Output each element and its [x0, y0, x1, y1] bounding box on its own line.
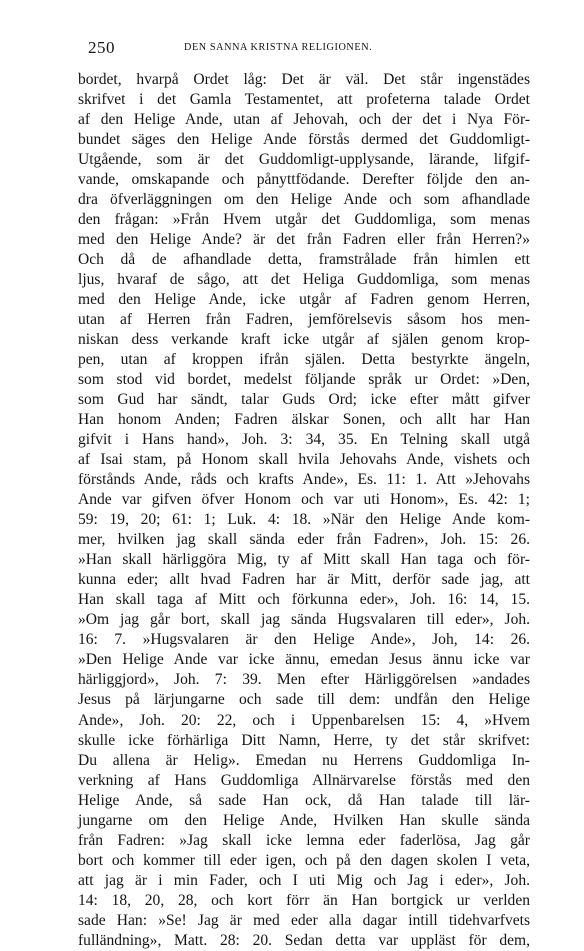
page-number: 250 — [88, 38, 115, 57]
text-line: med den Helige Ande? är det från Fadren eller från Herren?» — [78, 231, 530, 249]
text-line: bort och kommer till eder igen, och på den dagen skolen I veta, — [78, 851, 530, 869]
text-line: pen, utan af kroppen ifrån själen. Detta bestyrkte ängeln, — [78, 351, 530, 369]
text-line: kunna eder; allt hvad Fadren har är Mitt, derför sade jag, att — [78, 571, 530, 589]
text-line: som stod vid bordet, medelst följande språk ur Ordet: »Den, — [78, 371, 530, 389]
page-header — [78, 38, 530, 64]
text-line: som Gud har sändt, talar Guds Ord; icke efter mått gifver — [78, 391, 530, 409]
text-line: »Han skall härliggöra Mig, ty af Mitt skall Han taga och för- — [78, 551, 530, 569]
text-line: niskan dess verkande kraft icke utgår af själen genom krop- — [78, 331, 530, 349]
text-line: skrifvet i det Gamla Testamentet, att profeterna talade Ordet — [78, 91, 530, 109]
text-line: »Om jag går bort, skall jag sända Hugsvalaren till eder», Joh. — [78, 611, 530, 629]
text-line: bundet säges den Helige Ande förstås dermed det Guddomligt- — [78, 131, 530, 149]
text-line: vande, omskapande och pånyttfödande. Derefter följde den an- — [78, 171, 530, 189]
text-line: Han skall taga af Mitt och förkunna eder», Joh. 16: 14, 15. — [78, 591, 530, 609]
text-line: »Den Helige Ande var icke ännu, emedan Jesus ännu icke var — [78, 651, 530, 669]
text-line: verkning af Hans Guddomliga Allnärvarelse förstås med den — [78, 771, 530, 789]
body-text — [78, 70, 530, 951]
text-line: med den Helige Ande, icke utgår af Fadren genom Herren, — [78, 291, 530, 309]
text-line: jungarne om den Helige Ande, Hvilken Han skulle sända — [78, 811, 530, 829]
text-line: gifvit i Hans hand», Joh. 3: 34, 35. En Telning skall utgå — [78, 431, 530, 449]
text-line: 59: 19, 20; 61: 1; Luk. 4: 18. »När den Helige Ande kom- — [78, 511, 530, 529]
text-line: af Isai stam, på Honom skall hvila Jehovahs Ande, vishets och — [78, 451, 530, 469]
text-line: sade Han: »Se! Jag är med eder alla dagar intill tidehvarfvets — [78, 911, 530, 929]
text-line: skulle icke förhärliga Ditt Namn, Herre, ty det står skrifvet: — [78, 731, 530, 749]
text-line: Du allena är Helig». Emedan nu Herrens Guddomliga In- — [78, 751, 530, 769]
text-line: Ande var gifven öfver Honom och var uti Honom», Es. 42: 1; — [78, 491, 530, 509]
text-line: af den Helige Ande, utan af Jehovah, och der det i Nya För- — [78, 111, 530, 129]
text-line: Jesus på lärjungarne och sade till dem: undfån den Helige — [78, 691, 530, 709]
text-line: 16: 7. »Hugsvalaren är den Helige Ande», Joh, 14: 26. — [78, 631, 530, 649]
running-head: DEN SANNA KRISTNA RELIGIONEN. — [184, 42, 373, 53]
text-line: utan af Herren från Fadren, jemförelsevis såsom hos men- — [78, 311, 530, 329]
text-line: från Fadren: »Jag skall icke lemna eder faderlösa, Jag går — [78, 831, 530, 849]
text-line: Helige Ande, så sade Han ock, då Han talade till lär- — [78, 791, 530, 809]
text-line: fulländning», Matt. 28: 20. Sedan detta var uppläst för dem, — [78, 931, 530, 949]
text-line: förstånds Ande, råds och krafts Ande», Es. 11: 1. Att »Jehovahs — [78, 471, 530, 489]
text-line: bordet, hvarpå Ordet låg: Det är väl. Det står ingenstädes — [78, 71, 530, 88]
text-line: den frågan: »Från Hvem utgår det Guddomliga, som menas — [78, 211, 530, 229]
text-line: att jag är i min Fader, och I uti Mig och Jag i eder», Joh. — [78, 871, 530, 889]
text-line: Utgående, som är det Guddomligt-upplysande, lärande, lifgif- — [78, 151, 530, 169]
text-line: mer, hvilken jag skall sända eder från Fadren», Joh. 15: 26. — [78, 531, 530, 549]
book-page — [78, 38, 530, 951]
text-line: dra öfverläggningen om den Helige Ande och som afhandlade — [78, 191, 530, 209]
text-line: Han honom Anden; Fadren älskar Sonen, och allt har Han — [78, 411, 530, 429]
text-line: härliggjord», Joh. 7: 39. Men efter Härliggörelsen »andades — [78, 671, 530, 689]
text-line: 14: 18, 20, 28, och kort förr än Han bortgick ur verlden — [78, 891, 530, 909]
text-line: Och då de afhandlade detta, framstrålade från himlen ett — [78, 251, 530, 269]
text-line: Ande», Joh. 20: 22, och i Uppenbarelsen 15: 4, »Hvem — [78, 711, 530, 729]
text-line: ljus, hvaraf de sågo, att det Heliga Guddomliga, som menas — [78, 271, 530, 289]
